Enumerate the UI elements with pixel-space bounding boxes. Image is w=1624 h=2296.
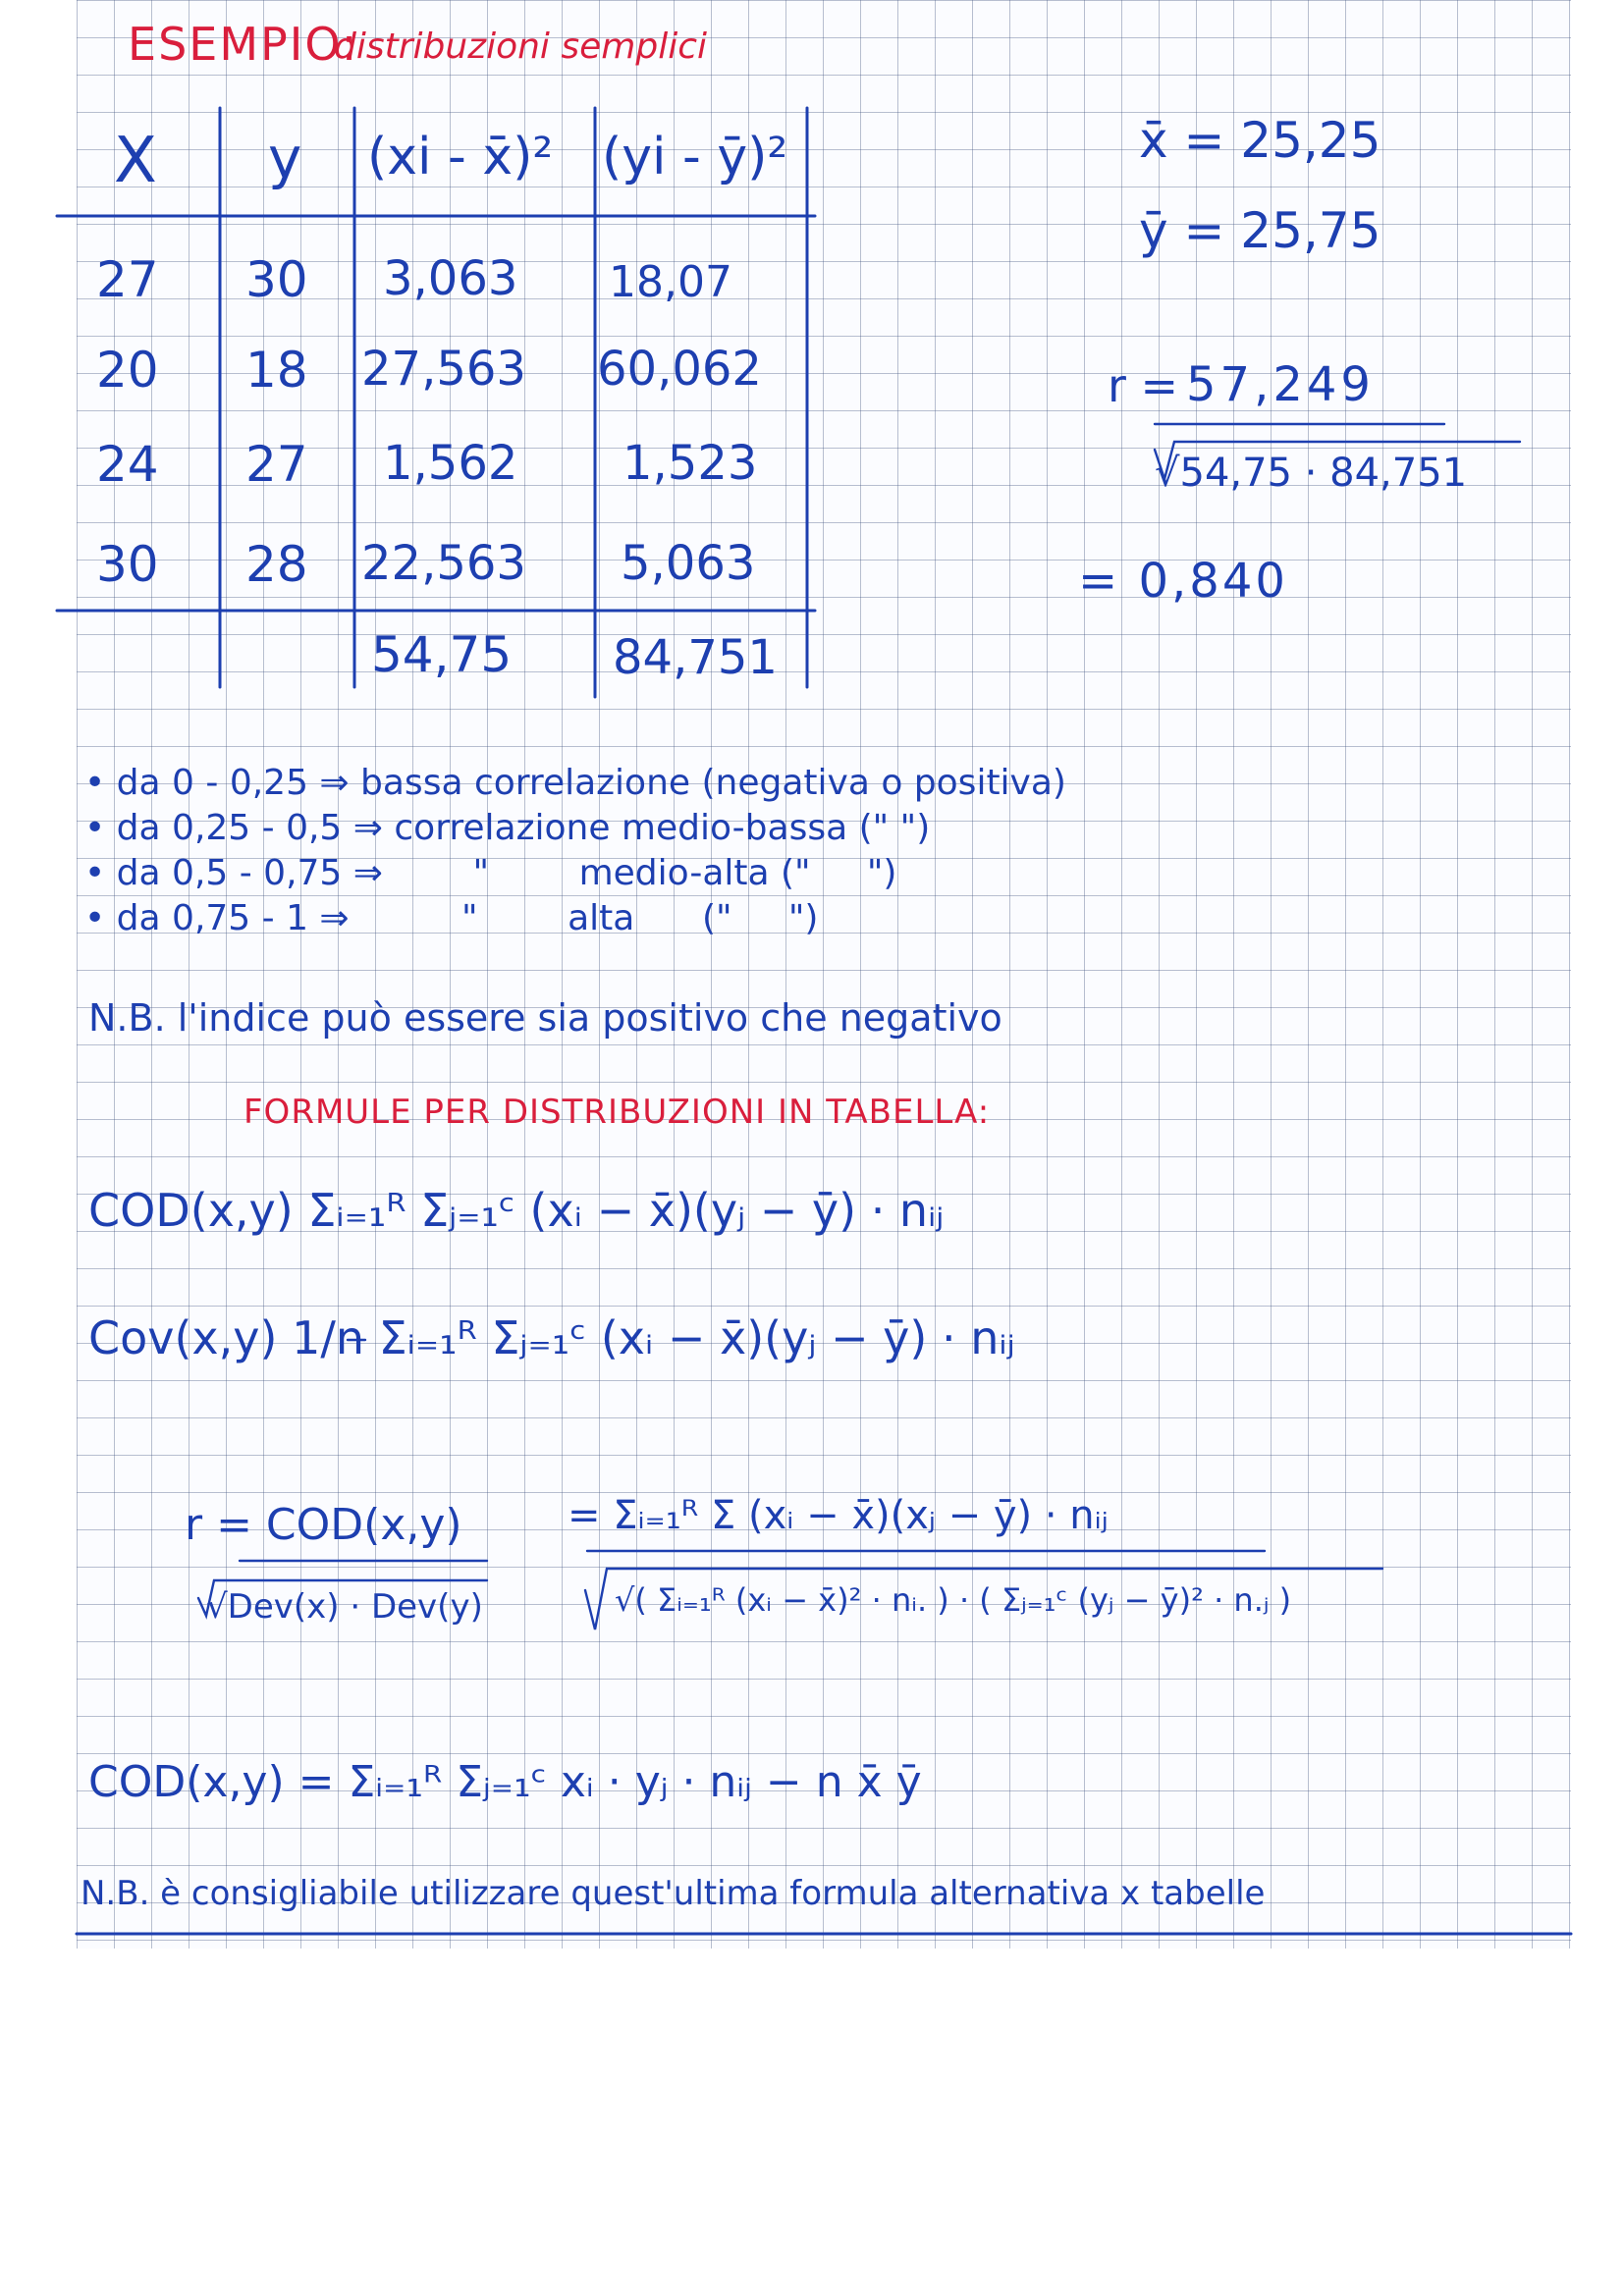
formula-cov: Cov(x,y) 1/n Σᵢ₌₁ᴿ Σⱼ₌₁ᶜ (xᵢ − x̄)(yⱼ − ȳ) · nᵢⱼ <box>88 1311 1015 1364</box>
y-mean: ȳ = 25,75 <box>1139 202 1381 259</box>
table-header-x: X <box>114 125 157 197</box>
table-cell: 27 <box>245 436 308 493</box>
table-cell: 28 <box>245 536 308 593</box>
scale-line: • da 0,25 - 0,5 ⇒ correlazione medio-bassa (" ") <box>84 808 931 848</box>
formula-r-rhs-den: √( Σᵢ₌₁ᴿ (xᵢ − x̄)² · nᵢ. ) · ( Σⱼ₌₁ᶜ (yⱼ − ȳ)² · n.ⱼ ) <box>615 1581 1292 1619</box>
note-recommendation: N.B. è consigliabile utilizzare quest'ultima formula alternativa x tabelle <box>81 1874 1266 1913</box>
scale-line: • da 0,75 - 1 ⇒ " alta (" ") <box>84 898 819 938</box>
note-sign: N.B. l'indice può essere sia positivo che negativo <box>88 996 1002 1040</box>
r-result: = 0,840 <box>1078 554 1288 609</box>
table-header-y: y <box>268 125 302 191</box>
table-total-x: 54,75 <box>371 626 513 683</box>
formula-cod: COD(x,y) Σᵢ₌₁ᴿ Σⱼ₌₁ᶜ (xᵢ − x̄)(yⱼ − ȳ) · nᵢⱼ <box>88 1184 945 1237</box>
formula-r-rhs-num: = Σᵢ₌₁ᴿ Σ (xᵢ − x̄)(xⱼ − ȳ) · nᵢⱼ <box>568 1493 1109 1538</box>
formula-cod-alt: COD(x,y) = Σᵢ₌₁ᴿ Σⱼ₌₁ᶜ xᵢ · yⱼ · nᵢⱼ − n x̄ ȳ <box>88 1757 922 1807</box>
table-cell: 60,062 <box>597 342 762 397</box>
x-mean: x̄ = 25,25 <box>1139 112 1381 169</box>
section-heading: FORMULE PER DISTRIBUZIONI IN TABELLA: <box>244 1093 991 1132</box>
graph-paper-page <box>77 0 1571 1949</box>
table-cell: 22,563 <box>361 536 526 591</box>
scale-line: • da 0 - 0,25 ⇒ bassa correlazione (negativa o positiva) <box>84 763 1066 803</box>
scale-line: • da 0,5 - 0,75 ⇒ " medio-alta (" ") <box>84 853 897 893</box>
title-main: ESEMPIO: <box>128 18 359 71</box>
table-cell: 20 <box>96 342 159 399</box>
title-sub: distribuzioni semplici <box>334 27 708 67</box>
table-cell: 5,063 <box>621 536 756 591</box>
table-header-dev-y: (yi - ȳ)² <box>602 128 788 187</box>
table-cell: 18,07 <box>609 257 732 307</box>
r-denominator: √54,75 · 84,751 <box>1155 451 1468 496</box>
table-header-dev-x: (xi - x̄)² <box>367 128 554 187</box>
table-cell: 3,063 <box>383 251 518 306</box>
r-numerator: 57,249 <box>1186 357 1375 412</box>
table-cell: 30 <box>96 536 159 593</box>
r-lhs: r = <box>1108 359 1179 412</box>
table-cell: 30 <box>245 251 308 308</box>
table-cell: 1,562 <box>383 436 518 491</box>
formula-r-den: √Dev(x) · Dev(y) <box>206 1587 483 1627</box>
table-total-y: 84,751 <box>613 630 778 685</box>
formula-r-num: r = COD(x,y) <box>185 1500 462 1550</box>
table-cell: 24 <box>96 436 159 493</box>
table-cell: 18 <box>245 342 308 399</box>
table-cell: 27,563 <box>361 342 526 397</box>
table-cell: 27 <box>96 251 159 308</box>
table-cell: 1,523 <box>623 436 758 491</box>
